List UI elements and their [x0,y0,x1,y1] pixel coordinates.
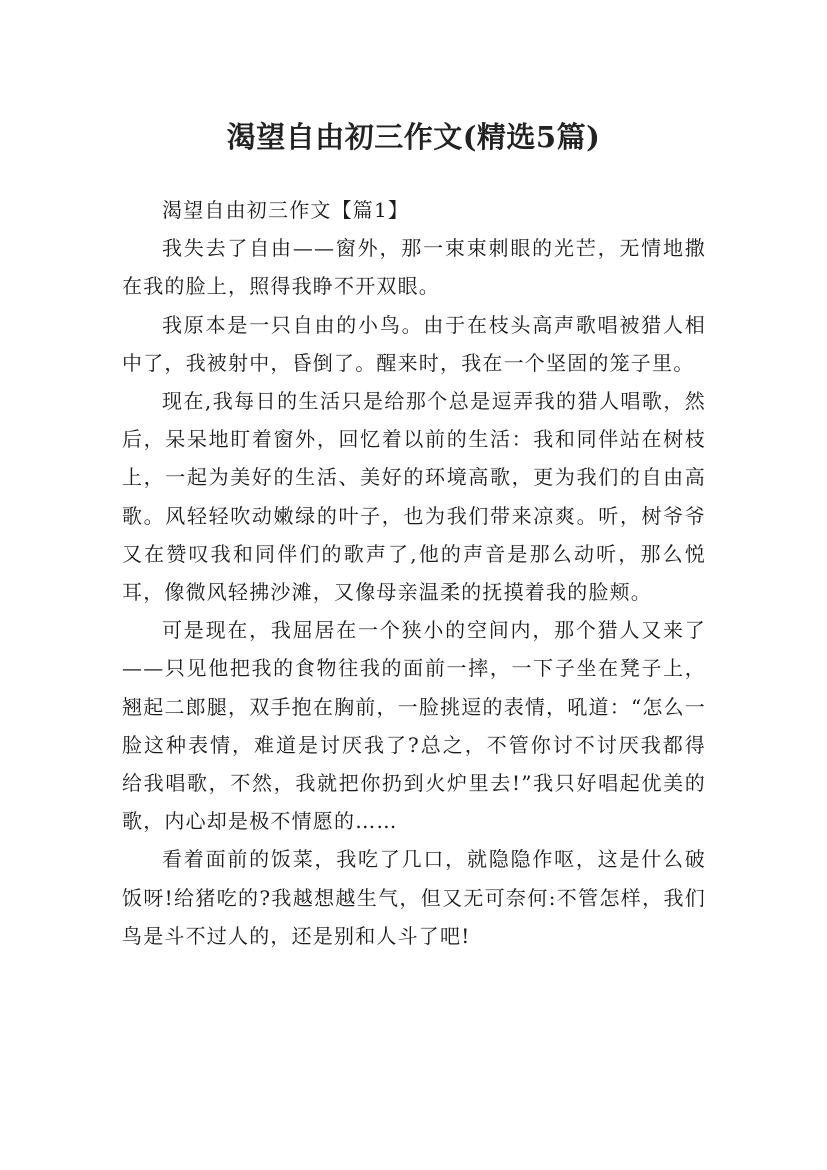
paragraph: 我失去了自由——窗外，那一束束刺眼的光芒，无情地撒在我的脸上，照得我睁不开双眼。 [122,236,706,299]
paragraph: 可是现在，我屈居在一个狭小的空间内，那个猎人又来了——只见他把我的食物往我的面前一摔，一下子坐在凳子上，翘起二郎腿，双手抱在胸前，一脸挑逗的表情，吼道：“怎么一脸这种表情，难道是讨厌我了?总之，不管你讨不讨厌我都得给我唱歌，不然，我就把你扔到火炉里去!”我只好唱起优美的歌，内心却是极不情愿的…… [122,618,706,834]
paragraph: 我原本是一只自由的小鸟。由于在枝头高声歌唱被猎人相中了，我被射中，昏倒了。醒来时，我在一个坚固的笼子里。 [122,312,706,375]
document-body [122,191,706,955]
section-heading: 渴望自由初三作文【篇1】 [162,198,410,222]
paragraph: 现在,我每日的生活只是给那个总是逗弄我的猎人唱歌，然后，呆呆地盯着窗外，回忆着以前的生活：我和同伴站在树枝上，一起为美好的生活、美好的环境高歌，更为我们的自由高歌。风轻轻吹动嫩绿的叶子，也为我们带来凉爽。听，树爷爷又在赞叹我和同伴们的歌声了,他的声音是那么动听，那么悦耳，像微风轻拂沙滩，又像母亲温柔的抚摸着我的脸颊。 [122,389,706,605]
document-title: 渴望自由初三作文(精选5篇) [226,120,601,155]
paragraph: 看着面前的饭菜，我吃了几口，就隐隐作呕，这是什么破饭呀!给猪吃的?我越想越生气，但又无可奈何:不管怎样，我们鸟是斗不过人的，还是别和人斗了吧! [122,847,706,948]
